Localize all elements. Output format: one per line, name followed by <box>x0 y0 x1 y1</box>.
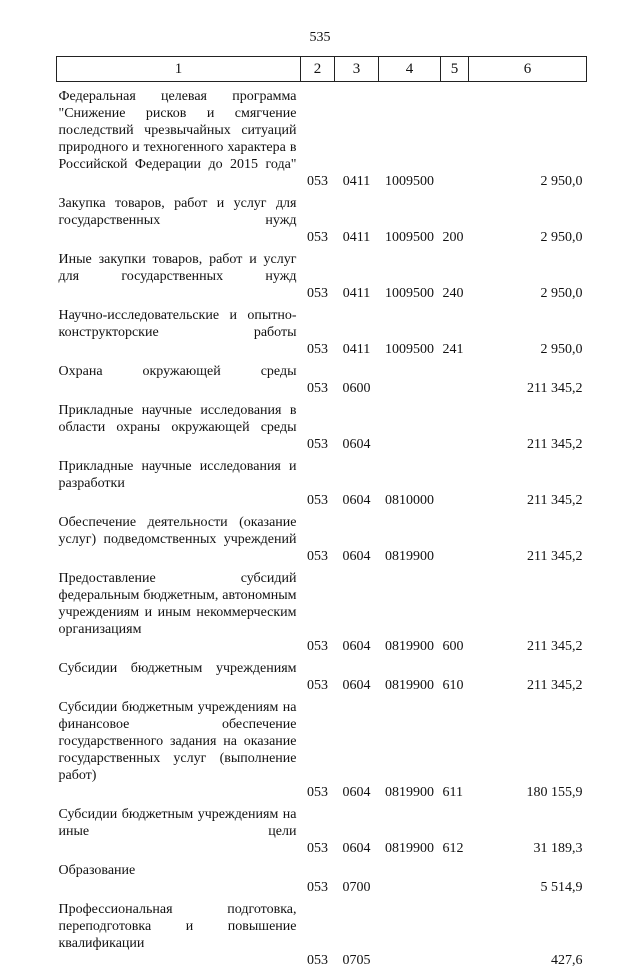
table-header <box>57 57 587 82</box>
row-name-text: Иные закупки товаров, работ и услуг для государственных нужд <box>59 251 297 302</box>
row-vedom: 053 <box>301 694 335 801</box>
row-name <box>57 453 301 509</box>
row-sum: 427,6 <box>469 896 587 969</box>
table-row <box>57 453 587 509</box>
row-razdel: 0604 <box>335 655 379 694</box>
row-csr: 0819900 <box>379 565 441 655</box>
row-razdel: 0604 <box>335 509 379 565</box>
row-vr: 200 <box>441 190 469 246</box>
row-name <box>57 655 301 694</box>
row-razdel: 0700 <box>335 857 379 896</box>
row-csr: 0819900 <box>379 694 441 801</box>
row-vedom: 053 <box>301 190 335 246</box>
row-sum: 2 950,0 <box>469 302 587 358</box>
row-vedom: 053 <box>301 655 335 694</box>
row-csr <box>379 397 441 453</box>
row-sum: 211 345,2 <box>469 358 587 397</box>
row-name-text: Субсидии бюджетным учреждениям на финансовое обеспечение государственного задания на оказание государственных услуг (выполнение работ) <box>59 699 297 801</box>
row-name-text: Охрана окружающей среды <box>59 363 297 397</box>
row-name-text: Научно-исследовательские и опытно-конструкторские работы <box>59 307 297 358</box>
row-csr: 0810000 <box>379 453 441 509</box>
row-vedom: 053 <box>301 896 335 969</box>
header-col-1: 1 <box>57 57 301 82</box>
row-vr <box>441 453 469 509</box>
row-razdel: 0411 <box>335 302 379 358</box>
budget-table <box>56 56 587 969</box>
row-name-text: Прикладные научные исследования и разработки <box>59 458 297 509</box>
table-row <box>57 190 587 246</box>
header-col-3: 3 <box>335 57 379 82</box>
row-sum: 2 950,0 <box>469 190 587 246</box>
row-name <box>57 509 301 565</box>
table-row <box>57 509 587 565</box>
row-vedom: 053 <box>301 246 335 302</box>
row-vedom: 053 <box>301 565 335 655</box>
row-vedom: 053 <box>301 397 335 453</box>
row-vedom: 053 <box>301 358 335 397</box>
row-name <box>57 694 301 801</box>
row-csr: 0819900 <box>379 509 441 565</box>
row-vedom: 053 <box>301 302 335 358</box>
table-body <box>57 82 587 969</box>
row-name-text: Федеральная целевая программа "Снижение рисков и смягчение последствий чрезвычайных ситуаций природного и техногенного характера в Российской Федерации до 2015 года" <box>59 88 297 190</box>
row-name-text: Закупка товаров, работ и услуг для государственных нужд <box>59 195 297 246</box>
table-row <box>57 694 587 801</box>
row-name-text: Профессиональная подготовка, переподготовка и повышение квалификации <box>59 901 297 969</box>
row-csr: 1009500 <box>379 190 441 246</box>
row-razdel: 0604 <box>335 397 379 453</box>
row-razdel: 0411 <box>335 190 379 246</box>
row-sum: 31 189,3 <box>469 801 587 857</box>
row-csr: 0819900 <box>379 655 441 694</box>
row-vedom: 053 <box>301 509 335 565</box>
row-csr: 1009500 <box>379 246 441 302</box>
row-razdel: 0411 <box>335 246 379 302</box>
row-vedom: 053 <box>301 82 335 191</box>
header-col-2: 2 <box>301 57 335 82</box>
row-vr: 241 <box>441 302 469 358</box>
header-col-4: 4 <box>379 57 441 82</box>
row-name <box>57 801 301 857</box>
table-row <box>57 358 587 397</box>
row-razdel: 0604 <box>335 801 379 857</box>
row-sum: 180 155,9 <box>469 694 587 801</box>
row-vr <box>441 397 469 453</box>
row-csr: 0819900 <box>379 801 441 857</box>
table-row <box>57 896 587 969</box>
row-csr <box>379 857 441 896</box>
row-vr <box>441 82 469 191</box>
row-sum: 211 345,2 <box>469 565 587 655</box>
table-row <box>57 801 587 857</box>
table-row <box>57 565 587 655</box>
row-razdel: 0604 <box>335 694 379 801</box>
header-col-5: 5 <box>441 57 469 82</box>
row-name <box>57 302 301 358</box>
row-csr: 1009500 <box>379 302 441 358</box>
row-vedom: 053 <box>301 857 335 896</box>
page-number: 535 <box>0 30 640 46</box>
table-row <box>57 246 587 302</box>
row-sum: 2 950,0 <box>469 246 587 302</box>
row-sum: 211 345,2 <box>469 655 587 694</box>
row-name <box>57 358 301 397</box>
row-csr <box>379 358 441 397</box>
row-sum: 211 345,2 <box>469 397 587 453</box>
row-sum: 5 514,9 <box>469 857 587 896</box>
row-name <box>57 857 301 896</box>
row-vedom: 053 <box>301 801 335 857</box>
row-name-text: Предоставление субсидий федеральным бюджетным, автономным учреждениям и иным некоммерческим организациям <box>59 570 297 655</box>
row-name-text: Субсидии бюджетным учреждениям на иные цели <box>59 806 297 857</box>
row-sum: 211 345,2 <box>469 509 587 565</box>
row-name-text: Прикладные научные исследования в области охраны окружающей среды <box>59 402 297 453</box>
row-vr <box>441 509 469 565</box>
row-name <box>57 896 301 969</box>
row-name <box>57 246 301 302</box>
row-name <box>57 190 301 246</box>
row-vedom: 053 <box>301 453 335 509</box>
row-vr: 600 <box>441 565 469 655</box>
row-name-text: Образование <box>59 862 297 896</box>
row-csr <box>379 896 441 969</box>
row-vr: 611 <box>441 694 469 801</box>
row-vr <box>441 358 469 397</box>
table-row <box>57 857 587 896</box>
row-name-text: Обеспечение деятельности (оказание услуг) подведомственных учреждений <box>59 514 297 565</box>
row-name-text: Субсидии бюджетным учреждениям <box>59 660 297 694</box>
row-razdel: 0600 <box>335 358 379 397</box>
table-row <box>57 82 587 191</box>
row-name <box>57 82 301 191</box>
row-razdel: 0604 <box>335 453 379 509</box>
table-row <box>57 397 587 453</box>
row-vr: 240 <box>441 246 469 302</box>
row-vr: 612 <box>441 801 469 857</box>
row-name <box>57 397 301 453</box>
row-csr: 1009500 <box>379 82 441 191</box>
table-row <box>57 302 587 358</box>
row-vr: 610 <box>441 655 469 694</box>
row-vr <box>441 896 469 969</box>
row-name <box>57 565 301 655</box>
row-razdel: 0705 <box>335 896 379 969</box>
row-razdel: 0604 <box>335 565 379 655</box>
row-vr <box>441 857 469 896</box>
row-sum: 2 950,0 <box>469 82 587 191</box>
row-razdel: 0411 <box>335 82 379 191</box>
row-sum: 211 345,2 <box>469 453 587 509</box>
table-row <box>57 655 587 694</box>
header-col-6: 6 <box>469 57 587 82</box>
